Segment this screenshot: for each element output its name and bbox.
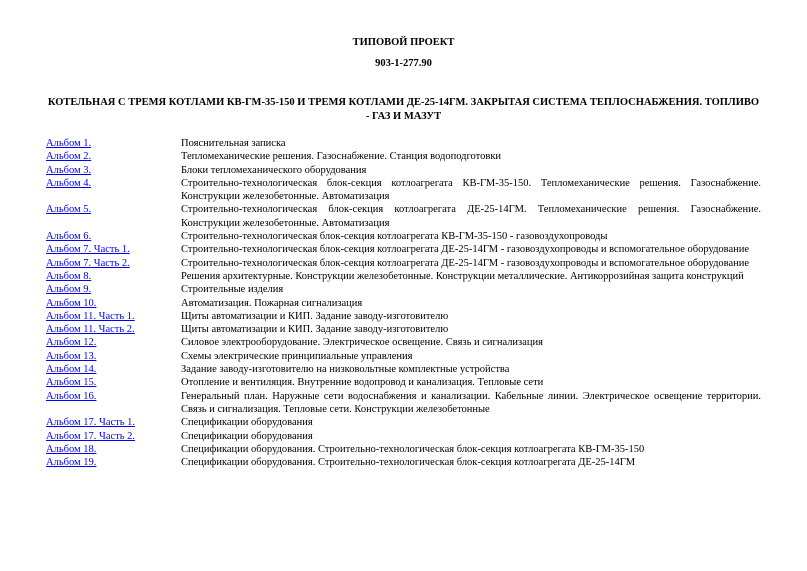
album-description: Решения архитектурные. Конструкции железобетонные. Конструкции металлические. Антикоррозийная защита конструкций xyxy=(181,270,744,282)
album-link[interactable]: Альбом 3. xyxy=(46,164,92,176)
album-row xyxy=(46,456,761,469)
album-description: Щиты автоматизации и КИП. Задание заводу-изготовителю xyxy=(181,310,449,322)
document-type-title: ТИПОВОЙ ПРОЕКТ xyxy=(352,37,455,48)
project-code: 903-1-277.90 xyxy=(375,58,432,69)
album-description: Спецификации оборудования xyxy=(181,430,313,442)
project-heading: КОТЕЛЬНАЯ С ТРЕМЯ КОТЛАМИ КВ-ГМ-35-150 И ТРЕМЯ КОТЛАМИ ДЕ-25-14ГМ. ЗАКРЫТАЯ СИСТЕМА ТЕПЛОСНАБЖЕНИЯ. ТОПЛИВО - ГАЗ И МАЗУТ xyxy=(47,97,760,122)
album-description: Тепломеханические решения. Газоснабжение. Станция водоподготовки xyxy=(181,151,502,163)
album-description: Щиты автоматизации и КИП. Задание заводу-изготовителю xyxy=(181,324,449,336)
album-link[interactable]: Альбом 8. xyxy=(46,270,92,282)
album-description: Строительные изделия xyxy=(181,284,284,296)
album-row xyxy=(46,443,761,456)
album-description: Задание заводу-изготовителю на низковольтные комплектные устройства xyxy=(181,364,510,376)
album-row xyxy=(46,336,761,349)
album-link[interactable]: Альбом 16. xyxy=(46,390,97,402)
album-link[interactable]: Альбом 9. xyxy=(46,284,92,296)
album-row xyxy=(46,363,761,376)
album-link[interactable]: Альбом 15. xyxy=(46,377,97,389)
album-list xyxy=(46,137,761,469)
album-description: Строительно-технологическая блок-секция котлоагрегата ДЕ-25-14ГМ - газовоздухопроводы и вспомогательное оборудование xyxy=(181,244,750,256)
album-description: Спецификации оборудования. Строительно-технологическая блок-секция котлоагрегата КВ-ГМ-35-150 xyxy=(181,443,645,455)
album-description: Блоки тепломеханического оборудования xyxy=(181,164,367,176)
album-link[interactable]: Альбом 7. Часть 1. xyxy=(46,244,130,256)
album-description: Отопление и вентиляция. Внутренние водопровод и канализация. Тепловые сети xyxy=(181,377,544,389)
album-link[interactable]: Альбом 1. xyxy=(46,138,92,149)
album-link[interactable]: Альбом 6. xyxy=(46,231,92,243)
album-description: Пояснительная записка xyxy=(181,138,286,149)
album-row xyxy=(46,283,761,296)
album-description: Автоматизация. Пожарная сигнализация xyxy=(181,297,363,309)
album-row xyxy=(46,150,761,163)
album-row xyxy=(46,310,761,323)
album-link[interactable]: Альбом 18. xyxy=(46,443,97,455)
album-row xyxy=(46,297,761,310)
album-row xyxy=(46,390,761,417)
album-description: Генеральный план. Наружные сети водоснабжения и канализации. Кабельные линии. Электрическое освещение территории. Связь и сигнализация. Тепловые сети. Конструкции железобетонные xyxy=(181,390,761,415)
album-link[interactable]: Альбом 13. xyxy=(46,350,97,362)
album-row xyxy=(46,203,761,230)
album-row xyxy=(46,164,761,177)
album-link[interactable]: Альбом 14. xyxy=(46,364,97,376)
album-row xyxy=(46,323,761,336)
album-row xyxy=(46,243,761,256)
album-row xyxy=(46,430,761,443)
album-link[interactable]: Альбом 11. Часть 2. xyxy=(46,324,135,336)
album-description: Строительно-технологическая блок-секция котлоагрегата ДЕ-25-14ГМ. Тепломеханические решения. Газоснабжение. Конструкции железобетонные. Автоматизация xyxy=(181,204,761,229)
album-row xyxy=(46,376,761,389)
album-link[interactable]: Альбом 7. Часть 2. xyxy=(46,257,130,269)
album-row xyxy=(46,137,761,150)
album-row xyxy=(46,416,761,429)
album-link[interactable]: Альбом 4. xyxy=(46,177,92,189)
album-description: Строительно-технологическая блок-секция котлоагрегата КВ-ГМ-35-150 - газовоздухопроводы xyxy=(181,231,608,243)
album-link[interactable]: Альбом 10. xyxy=(46,297,97,309)
album-link[interactable]: Альбом 5. xyxy=(46,204,92,216)
album-description: Строительно-технологическая блок-секция котлоагрегата КВ-ГМ-35-150. Тепломеханические решения. Газоснабжение. Конструкции железобетонные. Автоматизация xyxy=(181,177,761,203)
album-description: Спецификации оборудования. Строительно-технологическая блок-секция котлоагрегата ДЕ-25-14ГМ xyxy=(181,457,636,469)
album-link[interactable]: Альбом 17. Часть 2. xyxy=(46,430,136,442)
album-link[interactable]: Альбом 19. xyxy=(46,457,97,469)
album-description: Силовое электрооборудование. Электрическое освещение. Связь и сигнализация xyxy=(181,337,543,349)
album-row xyxy=(46,270,761,283)
album-link[interactable]: Альбом 12. xyxy=(46,337,97,349)
album-link[interactable]: Альбом 11. Часть 1. xyxy=(46,310,135,322)
album-row xyxy=(46,257,761,270)
album-description: Строительно-технологическая блок-секция котлоагрегата ДЕ-25-14ГМ - газовоздухопроводы и вспомогательное оборудование xyxy=(181,257,750,269)
album-row xyxy=(46,177,761,204)
album-description: Схемы электрические принципиальные управления xyxy=(181,350,413,362)
album-row xyxy=(46,230,761,243)
album-description: Спецификации оборудования xyxy=(181,417,313,429)
album-link[interactable]: Альбом 17. Часть 1. xyxy=(46,417,136,429)
album-link[interactable]: Альбом 2. xyxy=(46,151,92,163)
album-row xyxy=(46,350,761,363)
